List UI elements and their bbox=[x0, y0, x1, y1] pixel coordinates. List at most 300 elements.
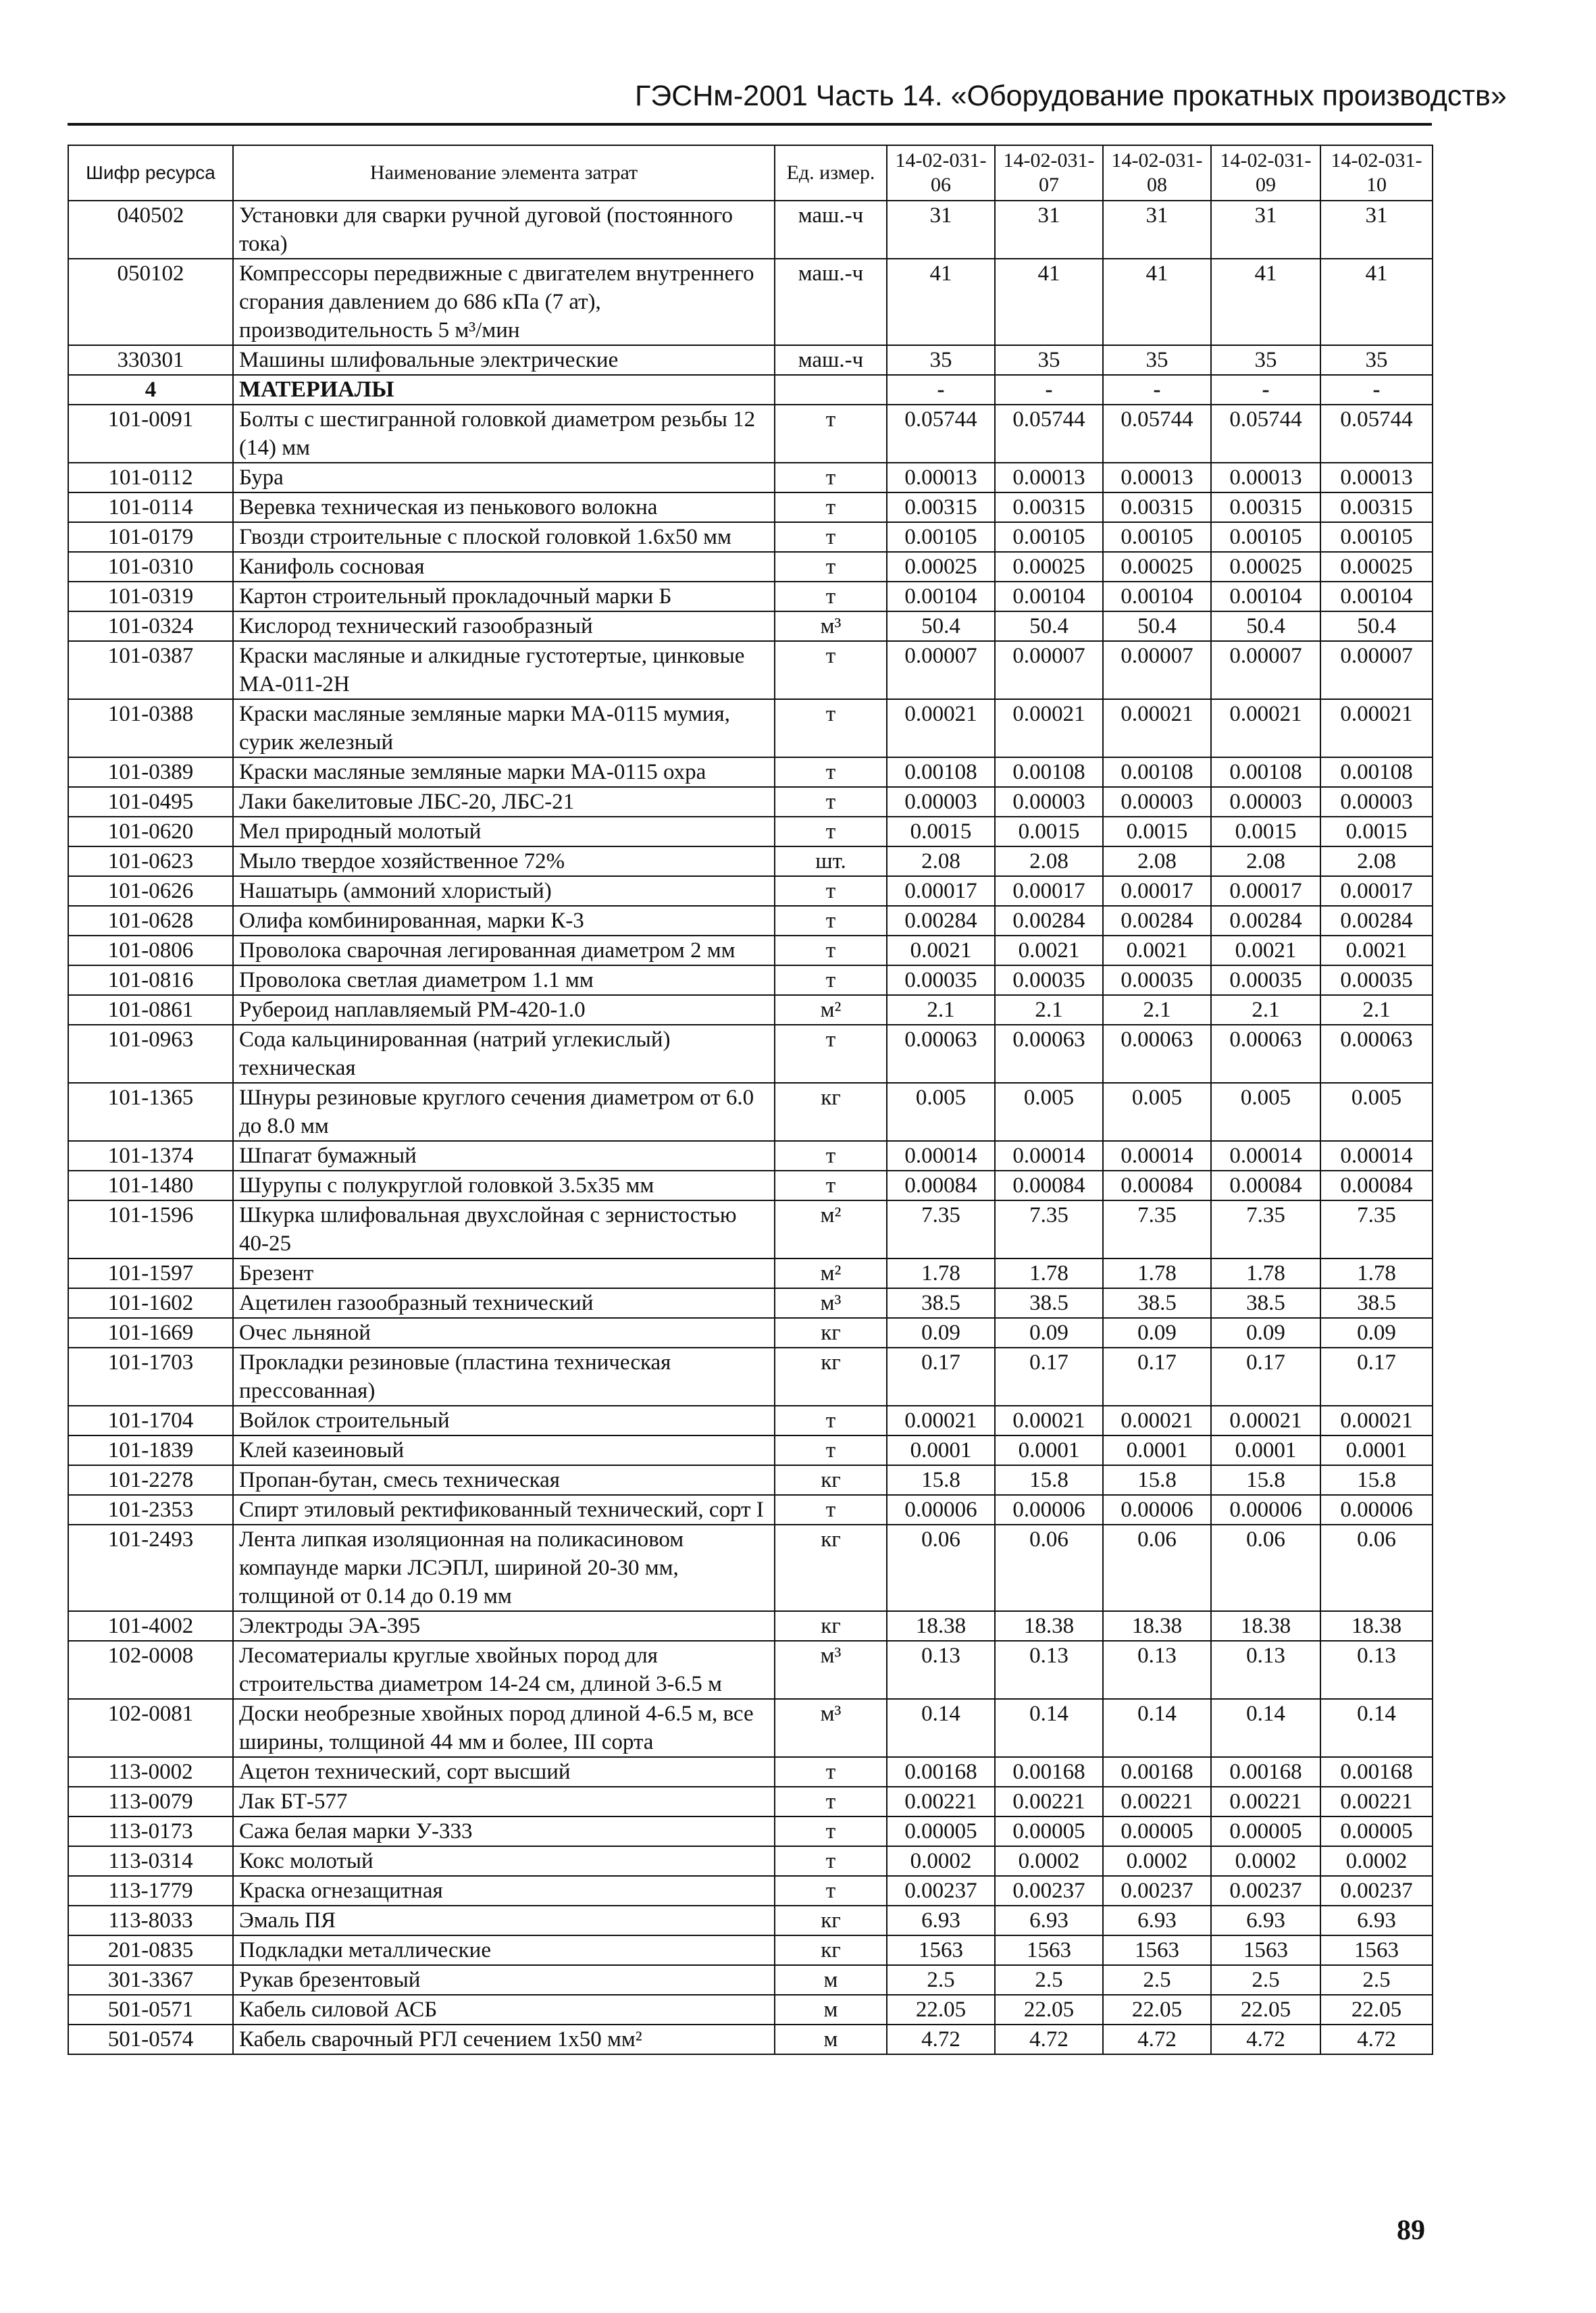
table-row bbox=[68, 876, 1433, 906]
value-cell-2: 0.09 bbox=[995, 1318, 1103, 1348]
value-cell-4: 0.00021 bbox=[1211, 699, 1320, 757]
value-cell-1: 38.5 bbox=[887, 1288, 995, 1318]
resource-code-cell: 101-1374 bbox=[68, 1141, 233, 1171]
table-row bbox=[68, 405, 1433, 463]
value-cell-3: 1.78 bbox=[1103, 1259, 1211, 1288]
value-cell-5: 0.00084 bbox=[1320, 1171, 1433, 1200]
resource-code-cell: 113-0173 bbox=[68, 1816, 233, 1846]
unit-cell: т bbox=[775, 552, 887, 582]
value-cell-5: 0.05744 bbox=[1320, 405, 1433, 463]
value-cell-1: 6.93 bbox=[887, 1906, 995, 1935]
value-cell-3: 0.09 bbox=[1103, 1318, 1211, 1348]
value-cell-1: 7.35 bbox=[887, 1200, 995, 1259]
unit-cell: м² bbox=[775, 1259, 887, 1288]
value-cell-1: 50.4 bbox=[887, 611, 995, 641]
unit-cell: т bbox=[775, 965, 887, 995]
table-row bbox=[68, 611, 1433, 641]
value-cell-4: 0.00084 bbox=[1211, 1171, 1320, 1200]
resource-code-cell: 101-0319 bbox=[68, 582, 233, 611]
value-cell-1: 0.00104 bbox=[887, 582, 995, 611]
resource-name-cell: Кабель сварочный РГЛ сечением 1х50 мм² bbox=[233, 2025, 775, 2054]
resource-code-cell: 102-0081 bbox=[68, 1699, 233, 1757]
resource-code-cell: 101-0324 bbox=[68, 611, 233, 641]
value-cell-3: 6.93 bbox=[1103, 1906, 1211, 1935]
value-cell-5: 0.00013 bbox=[1320, 463, 1433, 492]
value-cell-2: 0.00021 bbox=[995, 1406, 1103, 1435]
value-cell-4: 1.78 bbox=[1211, 1259, 1320, 1288]
value-cell-5: 38.5 bbox=[1320, 1288, 1433, 1318]
value-cell-1: 2.1 bbox=[887, 995, 995, 1025]
value-cell-1: 18.38 bbox=[887, 1611, 995, 1641]
value-cell-4: 7.35 bbox=[1211, 1200, 1320, 1259]
resource-code-cell: 101-1703 bbox=[68, 1348, 233, 1406]
value-cell-5: 22.05 bbox=[1320, 1995, 1433, 2025]
resource-code-cell: 050102 bbox=[68, 259, 233, 345]
resource-name-cell: Кислород технический газообразный bbox=[233, 611, 775, 641]
resource-code-cell: 301-3367 bbox=[68, 1965, 233, 1995]
value-cell-2: 0.00003 bbox=[995, 787, 1103, 817]
value-cell-5: 0.00005 bbox=[1320, 1816, 1433, 1846]
value-cell-4: - bbox=[1211, 375, 1320, 405]
value-cell-3: 4.72 bbox=[1103, 2025, 1211, 2054]
value-cell-2: 50.4 bbox=[995, 611, 1103, 641]
value-cell-5: 2.08 bbox=[1320, 846, 1433, 876]
unit-cell: т bbox=[775, 1406, 887, 1435]
unit-cell: т bbox=[775, 876, 887, 906]
table-row bbox=[68, 1495, 1433, 1525]
value-cell-2: 2.1 bbox=[995, 995, 1103, 1025]
table-row bbox=[68, 582, 1433, 611]
value-cell-1: 0.00005 bbox=[887, 1816, 995, 1846]
unit-cell: т bbox=[775, 641, 887, 699]
value-cell-1: 15.8 bbox=[887, 1465, 995, 1495]
value-cell-4: 0.00013 bbox=[1211, 463, 1320, 492]
table-row bbox=[68, 965, 1433, 995]
value-cell-1: 0.00084 bbox=[887, 1171, 995, 1200]
unit-cell: кг bbox=[775, 1935, 887, 1965]
value-cell-4: 31 bbox=[1211, 201, 1320, 259]
value-cell-4: 0.00237 bbox=[1211, 1876, 1320, 1906]
table-row bbox=[68, 1406, 1433, 1435]
col-header-unit: Ед. измер. bbox=[775, 145, 887, 201]
table-row bbox=[68, 1906, 1433, 1935]
table-row bbox=[68, 641, 1433, 699]
unit-cell: т bbox=[775, 582, 887, 611]
value-cell-1: 0.00237 bbox=[887, 1876, 995, 1906]
unit-cell: т bbox=[775, 787, 887, 817]
resource-code-cell: 101-0112 bbox=[68, 463, 233, 492]
value-cell-5: 6.93 bbox=[1320, 1906, 1433, 1935]
value-cell-5: 0.005 bbox=[1320, 1083, 1433, 1141]
table-row bbox=[68, 817, 1433, 846]
value-cell-3: 0.17 bbox=[1103, 1348, 1211, 1406]
value-cell-2: 0.0015 bbox=[995, 817, 1103, 846]
value-cell-5: 0.0002 bbox=[1320, 1846, 1433, 1876]
resource-name-cell: Сажа белая марки У-333 bbox=[233, 1816, 775, 1846]
value-cell-4: 0.05744 bbox=[1211, 405, 1320, 463]
unit-cell: кг bbox=[775, 1611, 887, 1641]
resource-code-cell: 101-0861 bbox=[68, 995, 233, 1025]
resource-name-cell: Мыло твердое хозяйственное 72% bbox=[233, 846, 775, 876]
value-cell-3: 0.00005 bbox=[1103, 1816, 1211, 1846]
resource-code-cell: 101-1669 bbox=[68, 1318, 233, 1348]
col-header-name: Наименование элемента затрат bbox=[233, 145, 775, 201]
resource-code-cell: 101-0114 bbox=[68, 492, 233, 522]
value-cell-3: 0.0021 bbox=[1103, 936, 1211, 965]
resource-name-cell: Рубероид наплавляемый РМ-420-1.0 bbox=[233, 995, 775, 1025]
value-cell-5: 1.78 bbox=[1320, 1259, 1433, 1288]
value-cell-3: 0.005 bbox=[1103, 1083, 1211, 1141]
resource-code-cell: 113-0079 bbox=[68, 1787, 233, 1816]
resource-name-cell: Бура bbox=[233, 463, 775, 492]
resource-name-cell: МАТЕРИАЛЫ bbox=[233, 375, 775, 405]
value-cell-4: 0.00025 bbox=[1211, 552, 1320, 582]
value-cell-2: 0.05744 bbox=[995, 405, 1103, 463]
table-row bbox=[68, 522, 1433, 552]
resource-name-cell: Подкладки металлические bbox=[233, 1935, 775, 1965]
resource-name-cell: Кабель силовой АСБ bbox=[233, 1995, 775, 2025]
table-header-row bbox=[68, 145, 1433, 201]
table-row bbox=[68, 936, 1433, 965]
value-cell-5: 2.1 bbox=[1320, 995, 1433, 1025]
resource-name-cell: Канифоль сосновая bbox=[233, 552, 775, 582]
unit-cell: кг bbox=[775, 1465, 887, 1495]
value-cell-2: 0.13 bbox=[995, 1641, 1103, 1699]
value-cell-1: 0.00003 bbox=[887, 787, 995, 817]
table-row bbox=[68, 1171, 1433, 1200]
resource-name-cell: Доски необрезные хвойных пород длиной 4-6.5 м, все ширины, толщиной 44 мм и более, III сорта bbox=[233, 1699, 775, 1757]
table-row bbox=[68, 757, 1433, 787]
resource-code-cell: 113-1779 bbox=[68, 1876, 233, 1906]
resource-name-cell: Электроды ЭА-395 bbox=[233, 1611, 775, 1641]
value-cell-4: 41 bbox=[1211, 259, 1320, 345]
resource-code-cell: 102-0008 bbox=[68, 1641, 233, 1699]
value-cell-2: 2.5 bbox=[995, 1965, 1103, 1995]
value-cell-4: 0.005 bbox=[1211, 1083, 1320, 1141]
resource-code-cell: 101-2493 bbox=[68, 1525, 233, 1611]
value-cell-2: 0.00105 bbox=[995, 522, 1103, 552]
value-cell-3: 2.5 bbox=[1103, 1965, 1211, 1995]
table-row bbox=[68, 1699, 1433, 1757]
col-header-c5: 14-02-031-10 bbox=[1320, 145, 1433, 201]
table-row bbox=[68, 846, 1433, 876]
resource-name-cell: Клей казеиновый bbox=[233, 1435, 775, 1465]
resource-name-cell: Ацетон технический, сорт высший bbox=[233, 1757, 775, 1787]
value-cell-4: 0.06 bbox=[1211, 1525, 1320, 1611]
resource-name-cell: Шпагат бумажный bbox=[233, 1141, 775, 1171]
value-cell-2: 18.38 bbox=[995, 1611, 1103, 1641]
table-row bbox=[68, 492, 1433, 522]
value-cell-1: 0.00221 bbox=[887, 1787, 995, 1816]
value-cell-5: 0.13 bbox=[1320, 1641, 1433, 1699]
value-cell-1: 0.09 bbox=[887, 1318, 995, 1348]
value-cell-4: 38.5 bbox=[1211, 1288, 1320, 1318]
value-cell-1: 0.06 bbox=[887, 1525, 995, 1611]
value-cell-3: 0.00017 bbox=[1103, 876, 1211, 906]
value-cell-4: 22.05 bbox=[1211, 1995, 1320, 2025]
value-cell-4: 6.93 bbox=[1211, 1906, 1320, 1935]
value-cell-2: 6.93 bbox=[995, 1906, 1103, 1935]
value-cell-5: 0.00006 bbox=[1320, 1495, 1433, 1525]
resource-name-cell: Лента липкая изоляционная на поликасиновом компаунде марки ЛСЭПЛ, шириной 20-30 мм, толщиной от 0.14 до 0.19 мм bbox=[233, 1525, 775, 1611]
value-cell-5: 0.17 bbox=[1320, 1348, 1433, 1406]
value-cell-1: 31 bbox=[887, 201, 995, 259]
resource-name-cell: Шнуры резиновые круглого сечения диаметром от 6.0 до 8.0 мм bbox=[233, 1083, 775, 1141]
unit-cell: м³ bbox=[775, 1288, 887, 1318]
value-cell-5: 0.00168 bbox=[1320, 1757, 1433, 1787]
value-cell-1: 0.14 bbox=[887, 1699, 995, 1757]
value-cell-2: 0.00315 bbox=[995, 492, 1103, 522]
value-cell-4: 0.0015 bbox=[1211, 817, 1320, 846]
value-cell-2: 4.72 bbox=[995, 2025, 1103, 2054]
col-header-c1: 14-02-031-06 bbox=[887, 145, 995, 201]
page-header: ГЭСНм-2001 Часть 14. «Оборудование прокатных производств» bbox=[635, 80, 1507, 112]
value-cell-5: 2.5 bbox=[1320, 1965, 1433, 1995]
value-cell-2: 2.08 bbox=[995, 846, 1103, 876]
value-cell-3: 0.00007 bbox=[1103, 641, 1211, 699]
value-cell-2: 15.8 bbox=[995, 1465, 1103, 1495]
value-cell-4: 1563 bbox=[1211, 1935, 1320, 1965]
resource-name-cell: Нашатырь (аммоний хлористый) bbox=[233, 876, 775, 906]
value-cell-3: 0.00084 bbox=[1103, 1171, 1211, 1200]
value-cell-4: 0.09 bbox=[1211, 1318, 1320, 1348]
table-row bbox=[68, 906, 1433, 936]
resource-code-cell: 101-0620 bbox=[68, 817, 233, 846]
value-cell-1: 0.00315 bbox=[887, 492, 995, 522]
unit-cell: м³ bbox=[775, 1641, 887, 1699]
value-cell-5: 0.00003 bbox=[1320, 787, 1433, 817]
table-row bbox=[68, 1611, 1433, 1641]
value-cell-2: - bbox=[995, 375, 1103, 405]
value-cell-1: 0.00021 bbox=[887, 1406, 995, 1435]
value-cell-2: 0.00221 bbox=[995, 1787, 1103, 1816]
value-cell-2: 38.5 bbox=[995, 1288, 1103, 1318]
table-row bbox=[68, 1435, 1433, 1465]
table-row bbox=[68, 1641, 1433, 1699]
unit-cell: маш.-ч bbox=[775, 259, 887, 345]
value-cell-4: 0.00035 bbox=[1211, 965, 1320, 995]
value-cell-1: 0.17 bbox=[887, 1348, 995, 1406]
unit-cell: т bbox=[775, 1757, 887, 1787]
table-row bbox=[68, 787, 1433, 817]
value-cell-1: 0.0021 bbox=[887, 936, 995, 965]
table-row bbox=[68, 1846, 1433, 1876]
value-cell-5: 0.00007 bbox=[1320, 641, 1433, 699]
resource-code-cell: 101-0389 bbox=[68, 757, 233, 787]
value-cell-3: 18.38 bbox=[1103, 1611, 1211, 1641]
resource-code-cell: 201-0835 bbox=[68, 1935, 233, 1965]
value-cell-3: 0.0002 bbox=[1103, 1846, 1211, 1876]
value-cell-3: 7.35 bbox=[1103, 1200, 1211, 1259]
resource-name-cell: Спирт этиловый ректификованный технический, сорт I bbox=[233, 1495, 775, 1525]
value-cell-2: 0.0001 bbox=[995, 1435, 1103, 1465]
value-cell-3: 0.00168 bbox=[1103, 1757, 1211, 1787]
value-cell-1: 0.0015 bbox=[887, 817, 995, 846]
value-cell-5: 7.35 bbox=[1320, 1200, 1433, 1259]
unit-cell: маш.-ч bbox=[775, 201, 887, 259]
value-cell-3: 0.06 bbox=[1103, 1525, 1211, 1611]
value-cell-4: 0.00014 bbox=[1211, 1141, 1320, 1171]
resource-name-cell: Лаки бакелитовые ЛБС-20, ЛБС-21 bbox=[233, 787, 775, 817]
value-cell-4: 0.00005 bbox=[1211, 1816, 1320, 1846]
value-cell-4: 0.00104 bbox=[1211, 582, 1320, 611]
value-cell-2: 1563 bbox=[995, 1935, 1103, 1965]
unit-cell: т bbox=[775, 1876, 887, 1906]
value-cell-5: 0.00035 bbox=[1320, 965, 1433, 995]
resource-name-cell: Компрессоры передвижные с двигателем внутреннего сгорания давлением до 686 кПа (7 ат), производительность 5 м³/мин bbox=[233, 259, 775, 345]
value-cell-4: 0.00021 bbox=[1211, 1406, 1320, 1435]
value-cell-5: 15.8 bbox=[1320, 1465, 1433, 1495]
value-cell-3: 0.00021 bbox=[1103, 1406, 1211, 1435]
table-row bbox=[68, 1318, 1433, 1348]
value-cell-5: 0.00104 bbox=[1320, 582, 1433, 611]
value-cell-4: 4.72 bbox=[1211, 2025, 1320, 2054]
unit-cell: т bbox=[775, 936, 887, 965]
value-cell-2: 0.00017 bbox=[995, 876, 1103, 906]
unit-cell: т bbox=[775, 463, 887, 492]
value-cell-2: 0.0002 bbox=[995, 1846, 1103, 1876]
value-cell-4: 0.00105 bbox=[1211, 522, 1320, 552]
table-row bbox=[68, 552, 1433, 582]
value-cell-1: 0.00021 bbox=[887, 699, 995, 757]
unit-cell: т bbox=[775, 1787, 887, 1816]
table-row bbox=[68, 201, 1433, 259]
resource-name-cell: Краски масляные земляные марки МА-0115 охра bbox=[233, 757, 775, 787]
unit-cell: м³ bbox=[775, 1699, 887, 1757]
resource-code-cell: 113-0314 bbox=[68, 1846, 233, 1876]
value-cell-3: 0.00003 bbox=[1103, 787, 1211, 817]
resource-name-cell: Лесоматериалы круглые хвойных пород для строительства диаметром 14-24 см, длиной 3-6.5 м bbox=[233, 1641, 775, 1699]
table-row bbox=[68, 1288, 1433, 1318]
value-cell-4: 35 bbox=[1211, 345, 1320, 375]
value-cell-1: 0.00284 bbox=[887, 906, 995, 936]
resource-code-cell: 101-0179 bbox=[68, 522, 233, 552]
value-cell-2: 0.17 bbox=[995, 1348, 1103, 1406]
value-cell-2: 41 bbox=[995, 259, 1103, 345]
resource-code-cell: 101-0091 bbox=[68, 405, 233, 463]
resource-code-cell: 101-1602 bbox=[68, 1288, 233, 1318]
value-cell-2: 0.00013 bbox=[995, 463, 1103, 492]
unit-cell: т bbox=[775, 906, 887, 936]
resource-code-cell: 101-0388 bbox=[68, 699, 233, 757]
value-cell-2: 0.00084 bbox=[995, 1171, 1103, 1200]
table-row bbox=[68, 345, 1433, 375]
value-cell-5: - bbox=[1320, 375, 1433, 405]
value-cell-2: 0.00007 bbox=[995, 641, 1103, 699]
resource-name-cell: Ацетилен газообразный технический bbox=[233, 1288, 775, 1318]
value-cell-2: 0.00284 bbox=[995, 906, 1103, 936]
resource-name-cell: Краски масляные земляные марки МА-0115 мумия, сурик железный bbox=[233, 699, 775, 757]
resource-name-cell: Веревка техническая из пенькового волокна bbox=[233, 492, 775, 522]
table-row bbox=[68, 1876, 1433, 1906]
value-cell-2: 0.14 bbox=[995, 1699, 1103, 1757]
resource-table bbox=[68, 145, 1433, 2055]
value-cell-1: - bbox=[887, 375, 995, 405]
value-cell-5: 0.00105 bbox=[1320, 522, 1433, 552]
value-cell-1: 35 bbox=[887, 345, 995, 375]
table-row bbox=[68, 1083, 1433, 1141]
value-cell-2: 35 bbox=[995, 345, 1103, 375]
resource-code-cell: 101-1704 bbox=[68, 1406, 233, 1435]
table-row bbox=[68, 699, 1433, 757]
value-cell-5: 18.38 bbox=[1320, 1611, 1433, 1641]
resource-name-cell: Болты с шестигранной головкой диаметром резьбы 12 (14) мм bbox=[233, 405, 775, 463]
value-cell-2: 0.00021 bbox=[995, 699, 1103, 757]
resource-name-cell: Картон строительный прокладочный марки Б bbox=[233, 582, 775, 611]
section-row bbox=[68, 375, 1433, 405]
table-row bbox=[68, 1465, 1433, 1495]
table-row bbox=[68, 1965, 1433, 1995]
value-cell-4: 0.00003 bbox=[1211, 787, 1320, 817]
value-cell-1: 1.78 bbox=[887, 1259, 995, 1288]
resource-code-cell: 501-0574 bbox=[68, 2025, 233, 2054]
unit-cell: т bbox=[775, 492, 887, 522]
value-cell-3: 0.00025 bbox=[1103, 552, 1211, 582]
value-cell-3: 31 bbox=[1103, 201, 1211, 259]
resource-code-cell: 101-0626 bbox=[68, 876, 233, 906]
resource-name-cell: Сода кальцинированная (натрий углекислый) техническая bbox=[233, 1025, 775, 1083]
value-cell-3: 0.00108 bbox=[1103, 757, 1211, 787]
value-cell-1: 0.00063 bbox=[887, 1025, 995, 1083]
table-row bbox=[68, 1757, 1433, 1787]
resource-code-cell: 113-0002 bbox=[68, 1757, 233, 1787]
table-row bbox=[68, 1787, 1433, 1816]
value-cell-1: 2.5 bbox=[887, 1965, 995, 1995]
table-row bbox=[68, 1816, 1433, 1846]
value-cell-4: 0.00168 bbox=[1211, 1757, 1320, 1787]
table-row bbox=[68, 259, 1433, 345]
value-cell-5: 0.00017 bbox=[1320, 876, 1433, 906]
table-row bbox=[68, 1525, 1433, 1611]
value-cell-1: 22.05 bbox=[887, 1995, 995, 2025]
value-cell-3: 35 bbox=[1103, 345, 1211, 375]
value-cell-3: 0.00063 bbox=[1103, 1025, 1211, 1083]
table-row bbox=[68, 1259, 1433, 1288]
value-cell-5: 0.00063 bbox=[1320, 1025, 1433, 1083]
value-cell-1: 2.08 bbox=[887, 846, 995, 876]
unit-cell: кг bbox=[775, 1348, 887, 1406]
resource-name-cell: Мел природный молотый bbox=[233, 817, 775, 846]
value-cell-3: 22.05 bbox=[1103, 1995, 1211, 2025]
resource-name-cell: Войлок строительный bbox=[233, 1406, 775, 1435]
value-cell-5: 0.00021 bbox=[1320, 1406, 1433, 1435]
unit-cell: т bbox=[775, 757, 887, 787]
resource-code-cell: 101-1596 bbox=[68, 1200, 233, 1259]
value-cell-1: 41 bbox=[887, 259, 995, 345]
resource-name-cell: Лак БТ-577 bbox=[233, 1787, 775, 1816]
resource-name-cell: Шурупы с полукруглой головкой 3.5х35 мм bbox=[233, 1171, 775, 1200]
resource-code-cell: 101-0628 bbox=[68, 906, 233, 936]
value-cell-4: 0.13 bbox=[1211, 1641, 1320, 1699]
value-cell-4: 15.8 bbox=[1211, 1465, 1320, 1495]
unit-cell: кг bbox=[775, 1083, 887, 1141]
value-cell-3: 0.00014 bbox=[1103, 1141, 1211, 1171]
unit-cell: маш.-ч bbox=[775, 345, 887, 375]
resource-code-cell: 113-8033 bbox=[68, 1906, 233, 1935]
unit-cell: т bbox=[775, 1816, 887, 1846]
value-cell-5: 4.72 bbox=[1320, 2025, 1433, 2054]
unit-cell: шт. bbox=[775, 846, 887, 876]
resource-name-cell: Брезент bbox=[233, 1259, 775, 1288]
value-cell-5: 0.0015 bbox=[1320, 817, 1433, 846]
unit-cell: т bbox=[775, 699, 887, 757]
unit-cell: т bbox=[775, 522, 887, 552]
resource-code-cell: 040502 bbox=[68, 201, 233, 259]
unit-cell: м bbox=[775, 1995, 887, 2025]
value-cell-4: 0.00017 bbox=[1211, 876, 1320, 906]
value-cell-3: 15.8 bbox=[1103, 1465, 1211, 1495]
value-cell-2: 0.00104 bbox=[995, 582, 1103, 611]
